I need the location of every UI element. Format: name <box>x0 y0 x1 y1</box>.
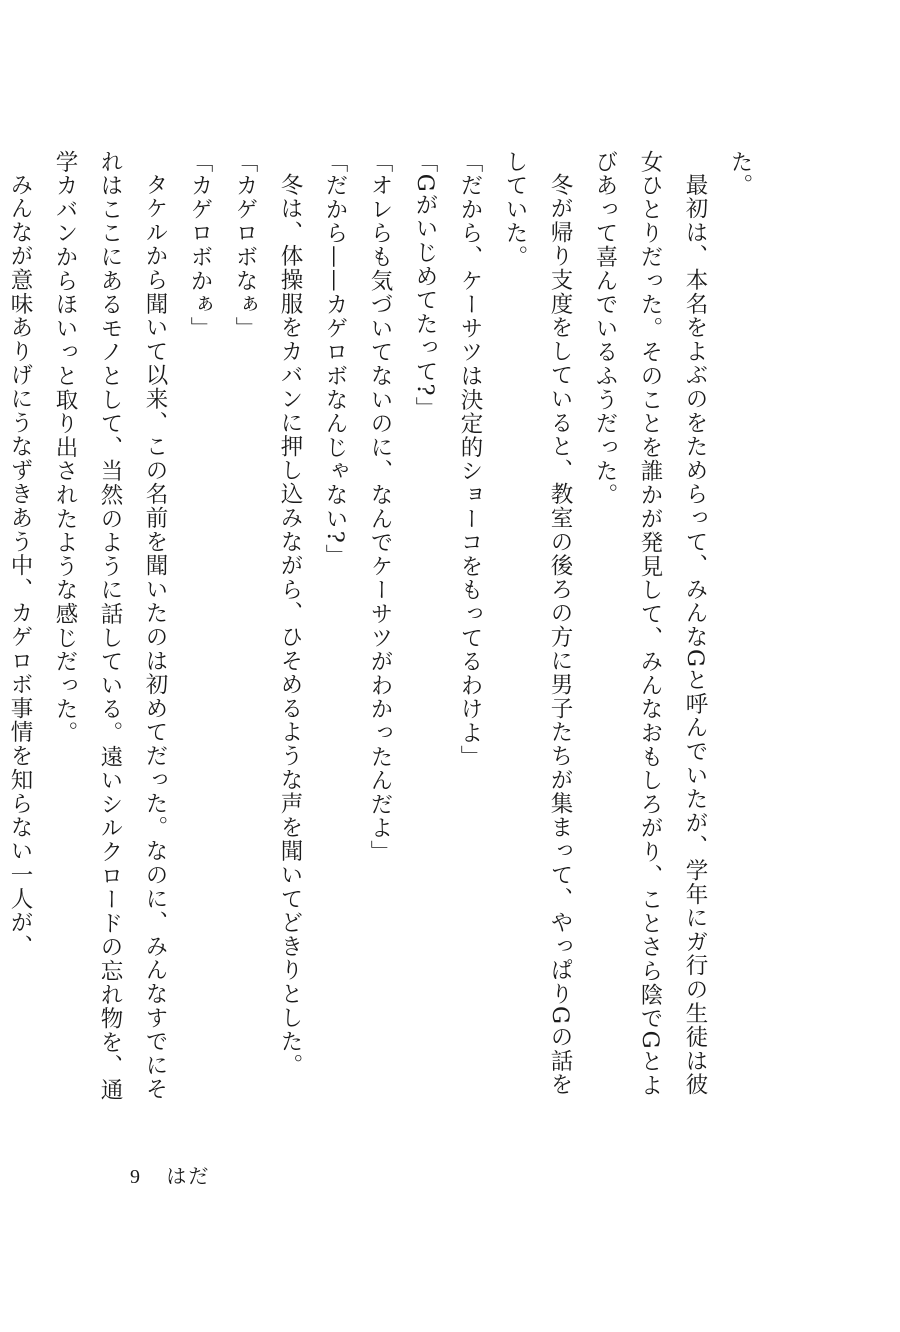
text-line: た。 <box>727 150 753 198</box>
text-line: 冬が帰り支度をしていると、教室の後ろの方に男子たちが集まって、やっぱりGの話を <box>547 172 573 1097</box>
text-line: 「だから——カゲロボなんじゃない?」 <box>322 150 348 568</box>
running-title: はだ <box>166 1164 211 1188</box>
text-line: びあって喜んでいるふうだった。 <box>592 150 618 507</box>
text-line: みんなが意味ありげにうなずきあう中、カゲロボ事情を知らない一人が、 <box>7 172 33 958</box>
text-line: 「Gがいじめてたって?」 <box>412 150 438 421</box>
text-line: 学カバンからほいっと取り出されたような感じだった。 <box>52 150 78 745</box>
text-line: タケルから聞いて以来、この名前を聞いたのは初めてだった。なのに、みんなすでにそ <box>142 172 168 1101</box>
page-footer <box>130 1160 210 1189</box>
text-line: れはここにあるモノとして、当然のように話している。遠いシルクロードの忘れ物を、通 <box>97 150 123 1102</box>
vertical-text-body <box>7 150 762 1102</box>
text-line: していた。 <box>502 150 528 269</box>
text-line: 「カゲロボなぁ」 <box>232 150 258 341</box>
text-line: 「オレらも気づいてないのに、なんでケーサツがわかったんだよ」 <box>367 150 393 864</box>
text-line: 冬は、体操服をカバンに押し込みながら、ひそめるような声を聞いてどきりとした。 <box>277 172 303 1077</box>
text-line: 「カゲロボかぁ」 <box>187 150 213 341</box>
text-line: 最初は、本名をよぶのをためらって、みんなGと呼んでいたが、学年にガ行の生徒は彼 <box>682 172 708 1097</box>
text-line: 「だから、ケーサツは決定的ショーコをもってるわけよ」 <box>457 150 483 769</box>
text-line: 女ひとりだった。そのことを誰かが発見して、みんなおもしろがり、ことさら陰でGとよ <box>637 150 663 1098</box>
page-number: 9 <box>130 1166 142 1188</box>
